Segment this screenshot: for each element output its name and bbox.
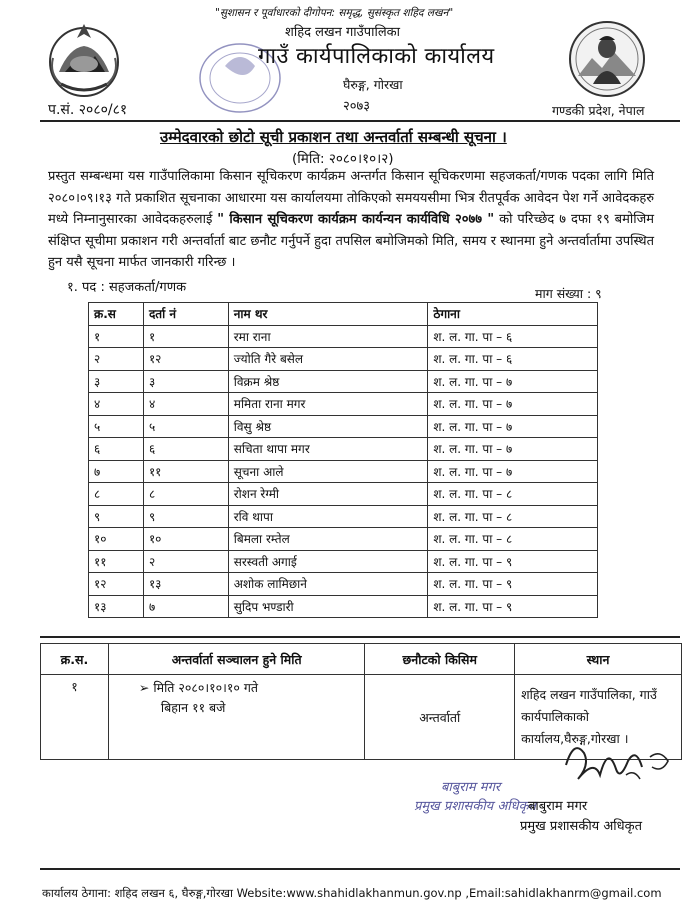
reference-number: प.सं. २०८०/८१ — [48, 102, 128, 118]
interview-date-cell — [108, 675, 365, 760]
cell-name: अशोक लामिछाने — [228, 573, 428, 596]
cell-address: श. ल. गा. पा – ६ — [428, 325, 598, 348]
signature-stamp-title: प्रमुख प्रशासकीय अधिकृत — [414, 799, 537, 814]
candidate-table-header — [89, 303, 598, 326]
cell-address: श. ल. गा. पा – ८ — [428, 483, 598, 506]
cell-name: रमा राना — [228, 325, 428, 348]
cell-sn: ९ — [89, 505, 144, 528]
signatory-name: बाबुराम मगर — [528, 799, 588, 814]
cell-name: सरस्वती अगाई — [228, 550, 428, 573]
section-divider — [40, 636, 680, 638]
interview-col-date: अन्तर्वार्ता सञ्चालन हुने मिति — [108, 644, 365, 675]
cell-reg-no: ८ — [143, 483, 228, 506]
cell-address: श. ल. गा. पा – ८ — [428, 528, 598, 551]
header-divider — [40, 120, 680, 122]
cell-name: सूचना आले — [228, 460, 428, 483]
table-row — [89, 528, 598, 551]
cell-sn: १० — [89, 528, 144, 551]
col-header-name: नाम थर — [228, 303, 428, 326]
cell-sn: ३ — [89, 370, 144, 393]
cell-address: श. ल. गा. पा – ७ — [428, 393, 598, 416]
office-title: गाउँ कार्यपालिकाको कार्यालय — [258, 44, 495, 69]
cell-reg-no: १२ — [143, 348, 228, 371]
cell-sn: ८ — [89, 483, 144, 506]
interview-time: बिहान ११ बजे — [160, 700, 226, 715]
cell-name: रोशन रेग्मी — [228, 483, 428, 506]
table-row — [89, 483, 598, 506]
interview-place-line2: कार्यपालिकाको — [521, 709, 589, 724]
cell-name: विसु श्रेष्ठ — [228, 415, 428, 438]
cell-reg-no: १३ — [143, 573, 228, 596]
cell-sn: ७ — [89, 460, 144, 483]
table-row — [89, 393, 598, 416]
header-slogan: "सुशासन र पूर्वाधारको दीगोपन: समृद्ध, सुसंस्कृत शहिद लखन" — [215, 7, 454, 19]
cell-name: ममिता राना मगर — [228, 393, 428, 416]
cell-address: श. ल. गा. पा – ७ — [428, 415, 598, 438]
footer-divider — [40, 868, 680, 870]
cell-reg-no: ६ — [143, 438, 228, 461]
table-row — [89, 438, 598, 461]
candidate-table-body — [89, 325, 598, 618]
cell-address: श. ल. गा. पा – ९ — [428, 595, 598, 618]
cell-name: बिमला रम्तेल — [228, 528, 428, 551]
table-row — [89, 325, 598, 348]
interview-col-place: स्थान — [515, 644, 682, 675]
cell-reg-no: १० — [143, 528, 228, 551]
cell-name: सुदिप भण्डारी — [228, 595, 428, 618]
cell-reg-no: ३ — [143, 370, 228, 393]
post-title: १. पद : सहजकर्ता/गणक — [67, 280, 187, 295]
notice-body — [48, 166, 654, 274]
cell-sn: ४ — [89, 393, 144, 416]
table-row — [89, 595, 598, 618]
interview-type: अन्तर्वार्ता — [365, 675, 515, 760]
cell-sn: ६ — [89, 438, 144, 461]
cell-address: श. ल. गा. पा – ९ — [428, 573, 598, 596]
cell-name: सचिता थापा मगर — [228, 438, 428, 461]
province-label: गण्डकी प्रदेश, नेपाल — [552, 103, 645, 118]
cell-name: रवि थापा — [228, 505, 428, 528]
interview-col-type: छनौटको किसिम — [365, 644, 515, 675]
table-row — [89, 370, 598, 393]
office-address: घैरुङ्ग, गोरखा — [343, 77, 403, 92]
cell-reg-no: १ — [143, 325, 228, 348]
col-header-address: ठेगाना — [428, 303, 598, 326]
cell-address: श. ल. गा. पा – ६ — [428, 348, 598, 371]
cell-address: श. ल. गा. पा – ७ — [428, 370, 598, 393]
cell-sn: ११ — [89, 550, 144, 573]
cell-reg-no: ९ — [143, 505, 228, 528]
table-row — [89, 348, 598, 371]
interview-place-line3: कार्यालय,घैरुङ्ग,गोरखा । — [521, 731, 629, 746]
cell-name: विक्रम श्रेष्ठ — [228, 370, 428, 393]
cell-reg-no: ११ — [143, 460, 228, 483]
table-row — [89, 573, 598, 596]
notice-heading: उम्मेदवारको छोटो सूची प्रकाशन तथा अन्तर्वार्ता सम्बन्धी सूचना । — [160, 128, 507, 146]
notice-body-part1: प्रस्तुत सम्बन्धमा यस गाउँपालिकामा किसान सूचिकरण कार्यक्रम अन्तर्गत किसान सूचिकरणमा सहजकर्ता/गणक पदका लागि मिति २०८०।०९।१३ गते प्रकाशित सूचनाका आधारमा यस कार्यालयमा तोकिएको समययसीमा भित्र रीतपूर्वक आवेदन पेश गर्ने आवेदकहरु मध्ये निम्नानुसारका आवेदकहरुलाई — [48, 169, 654, 227]
cell-reg-no: २ — [143, 550, 228, 573]
cell-sn: १ — [89, 325, 144, 348]
interview-place-line1: शहिद लखन गाउँपालिका, गाउँ — [521, 687, 657, 702]
vacancy-count: माग संख्या : ९ — [535, 286, 602, 301]
interview-date: ➢ मिति २०८०।१०।१० गते — [138, 680, 259, 695]
nepal-emblem-logo — [43, 18, 125, 100]
footer-contact: कार्यालय ठेगाना: शहिद लखन ६, घैरुङ्ग,गोरखा Website:www.shahidlakhanmun.gov.np ,Email:sahidlakhanrm@gmail.com — [42, 886, 662, 900]
col-header-reg-no: दर्ता नं — [143, 303, 228, 326]
interview-table-header — [41, 644, 682, 675]
cell-sn: २ — [89, 348, 144, 371]
notice-date: (मिति: २०८०।१०।२) — [292, 151, 394, 167]
municipality-name: शहिद लखन गाउँपालिका — [285, 25, 401, 40]
handwritten-signature — [560, 735, 680, 795]
cell-address: श. ल. गा. पा – ७ — [428, 460, 598, 483]
notice-body-part2: को परिच्छेद ७ दफा १९ बमोजिम संक्षिप्त सूचीमा प्रकाशन गरी अन्तर्वार्ता बाट छनौट गर्नुपर्ने हुदा तपसिल बमोजिमको मिति, समय र स्थानमा हुने अन्तर्वार्तामा उपस्थित हुन यसै सूचना मार्फत जानकारी गरिन्छ । — [48, 212, 655, 270]
establishment-year: २०७३ — [343, 99, 371, 114]
col-header-sn: क्र.स — [89, 303, 144, 326]
table-row — [89, 505, 598, 528]
table-row — [89, 415, 598, 438]
interview-col-sn: क्र.स. — [41, 644, 109, 675]
cell-sn: १३ — [89, 595, 144, 618]
notice-body-bold: " किसान सूचिकरण कार्यक्रम कार्यन्यन कार्यविधि २०७७ " — [217, 212, 495, 227]
signatory-title: प्रमुख प्रशासकीय अधिकृत — [520, 819, 643, 834]
cell-sn: १२ — [89, 573, 144, 596]
cell-reg-no: ५ — [143, 415, 228, 438]
cell-reg-no: ४ — [143, 393, 228, 416]
candidate-table — [88, 302, 598, 618]
cell-reg-no: ७ — [143, 595, 228, 618]
interview-sn: १ — [41, 675, 109, 760]
cell-address: श. ल. गा. पा – ९ — [428, 550, 598, 573]
signature-stamp-name: बाबुराम मगर — [441, 780, 501, 795]
cell-name: ज्योति गैरे बसेल — [228, 348, 428, 371]
cell-address: श. ल. गा. पा – ८ — [428, 505, 598, 528]
table-row — [89, 460, 598, 483]
cell-address: श. ल. गा. पा – ७ — [428, 438, 598, 461]
martyr-portrait-logo — [566, 18, 648, 100]
table-row — [89, 550, 598, 573]
cell-sn: ५ — [89, 415, 144, 438]
